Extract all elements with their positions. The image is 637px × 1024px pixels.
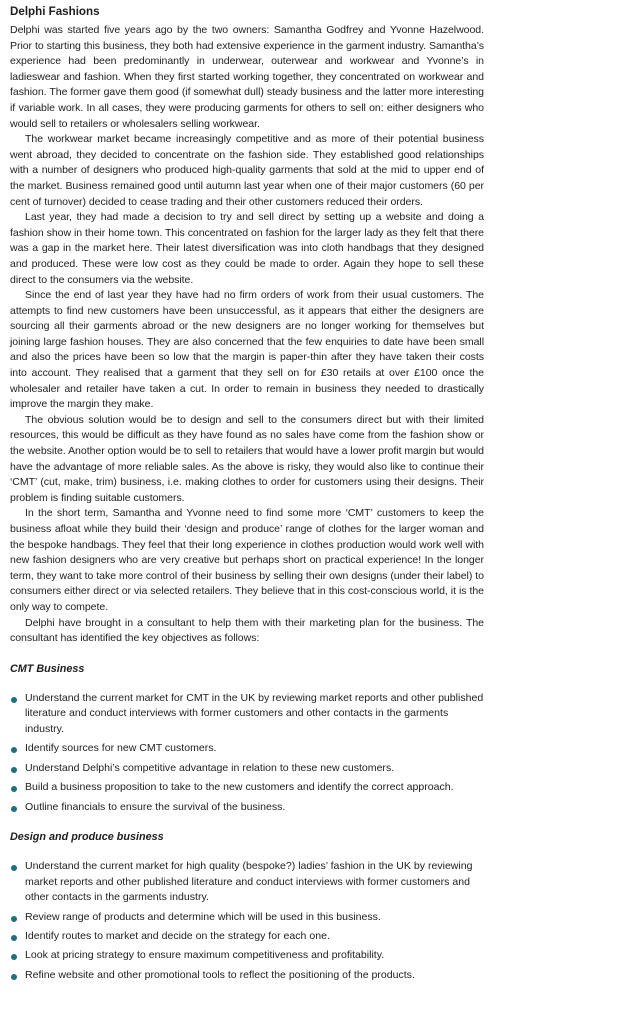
section-heading-cmt: CMT Business xyxy=(10,662,85,675)
list-item xyxy=(10,859,484,906)
round-bullet-icon xyxy=(11,747,17,753)
round-bullet-icon xyxy=(11,954,17,960)
paragraph-direct-sales: Last year, they had made a decision to try and sell direct by setting up a website and doing a fashion show in their home town. This concentrated on fashion for the larger lady as they felt that there was a gap in the market here. Their latest diversification was into cloth handbags that they designed and produced. These were low cost as they could be made to order. Again they hope to sell these direct to the consumers via the website. xyxy=(10,211,484,286)
paragraph-workwear-market: The workwear market became increasingly competitive and as more of their potential business went abroad, they decided to concentrate on the fashion side. They established good relationships with a number of designers who produced high-quality garments that sold at the mid to upper end of the market. Business remained good until autumn last year when one of their major customers (60 per cent of turnover) decided to cease trading and their other customers reduced their orders. xyxy=(10,133,484,208)
list-item-text: Refine website and other promotional tools to reflect the positioning of the products. xyxy=(25,968,415,981)
list-item xyxy=(10,780,484,796)
list-item-text: Identify routes to market and decide on the strategy for each one. xyxy=(25,930,330,943)
list-item xyxy=(10,691,484,738)
objectives-list-cmt xyxy=(10,691,484,815)
list-item-text: Look at pricing strategy to ensure maximum competitiveness and profitability. xyxy=(25,949,385,962)
paragraph-options: The obvious solution would be to design and sell to the consumers direct but with their limited resources, this would be difficult as they have found as no sales have come from the fashion show or the website. Another option would be to sell to retailers that would have a lower profit margin but would have the advantage of more reliable sales. As the above is risky, they would also like to continue their ‘CMT’ (cut, make, trim) business, i.e. making clothes to order for customers using their designs. Their problem is finding suitable customers. xyxy=(10,413,484,504)
list-item-text: Identify sources for new CMT customers. xyxy=(25,742,217,755)
list-item xyxy=(10,800,484,816)
round-bullet-icon xyxy=(11,935,17,941)
list-item xyxy=(10,929,484,945)
round-bullet-icon xyxy=(11,786,17,792)
round-bullet-icon xyxy=(11,974,17,980)
list-item xyxy=(10,761,484,777)
objectives-list-design-produce xyxy=(10,859,484,983)
list-item xyxy=(10,968,484,984)
paragraph-intro: Delphi was started five years ago by the two owners: Samantha Godfrey and Yvonne Hazelwood. Prior to starting this business, they both had extensive experience in the garment industry. Samantha’s experience had been predominantly in underwear, outerwear and workwear and Yvonne’s in ladieswear and fashion. When they first started working together, they concentrated on workwear and fashion. The former gave them good (if somewhat dull) steady business and the latter more interesting if variable work. In all cases, they were producing garments for others to sell on: either designers who would sell to retailers or wholesalers selling workwear. xyxy=(10,24,484,130)
round-bullet-icon xyxy=(11,767,17,773)
paragraph-short-term: In the short term, Samantha and Yvonne need to find some more ‘CMT’ customers to keep the business afloat while they build their ‘design and produce’ range of clothes for the larger woman and the bespoke handbags. They feel that their long experience in clothes production would work well with new fashion designers who are very creative but perhaps short on practical experience! In the longer term, they want to take more control of their business by selling their own designs (under their label) to consumers either direct or via selected retailers. They believe that in this cost-conscious world, it is the only way to compete. xyxy=(10,507,484,613)
paragraph-no-orders: Since the end of last year they have had no firm orders of work from their usual customers. The attempts to find new customers have been unsuccessful, as it appears that either the designers are sourcing all their garments abroad or the new designers are no longer working for themselves but joining large fashion houses. They are also concerned that the few enquiries to date have been small and also the prices have been so low that the margin is paper-thin after they have taken their costs into account. They realised that a garment that they sell on for £30 retails at over £100 once the wholesaler and retailer have taken a cut. In order to remain in business they needed to drastically improve the margin they make. xyxy=(10,289,484,411)
list-item-text: Understand Delphi’s competitive advantage in relation to these new customers. xyxy=(25,761,395,774)
section-heading-design-produce: Design and produce business xyxy=(10,831,164,844)
list-item-text: Review range of products and determine which will be used in this business. xyxy=(25,910,381,923)
list-item xyxy=(10,741,484,757)
list-item-text: Understand the current market for CMT in the UK by reviewing market reports and other published literature and conduct interviews with former customers and other contacts in the garments industry. xyxy=(25,691,484,735)
list-item xyxy=(10,948,484,964)
list-item xyxy=(10,910,484,926)
round-bullet-icon xyxy=(11,916,17,922)
round-bullet-icon xyxy=(11,697,17,703)
round-bullet-icon xyxy=(11,806,17,812)
list-item-text: Outline financials to ensure the survival of the business. xyxy=(25,800,286,813)
document-title: Delphi Fashions xyxy=(10,5,100,18)
round-bullet-icon xyxy=(11,865,17,871)
list-item-text: Understand the current market for high quality (bespoke?) ladies’ fashion in the UK by reviewing market reports and other published literature and conduct interviews with former customers and other contacts in the garments industry. xyxy=(25,860,473,904)
list-item-text: Build a business proposition to take to the new customers and identify the correct approach. xyxy=(25,781,454,794)
paragraph-consultant: Delphi have brought in a consultant to help them with their marketing plan for the business. The consultant has identified the key objectives as follows: xyxy=(10,616,484,645)
